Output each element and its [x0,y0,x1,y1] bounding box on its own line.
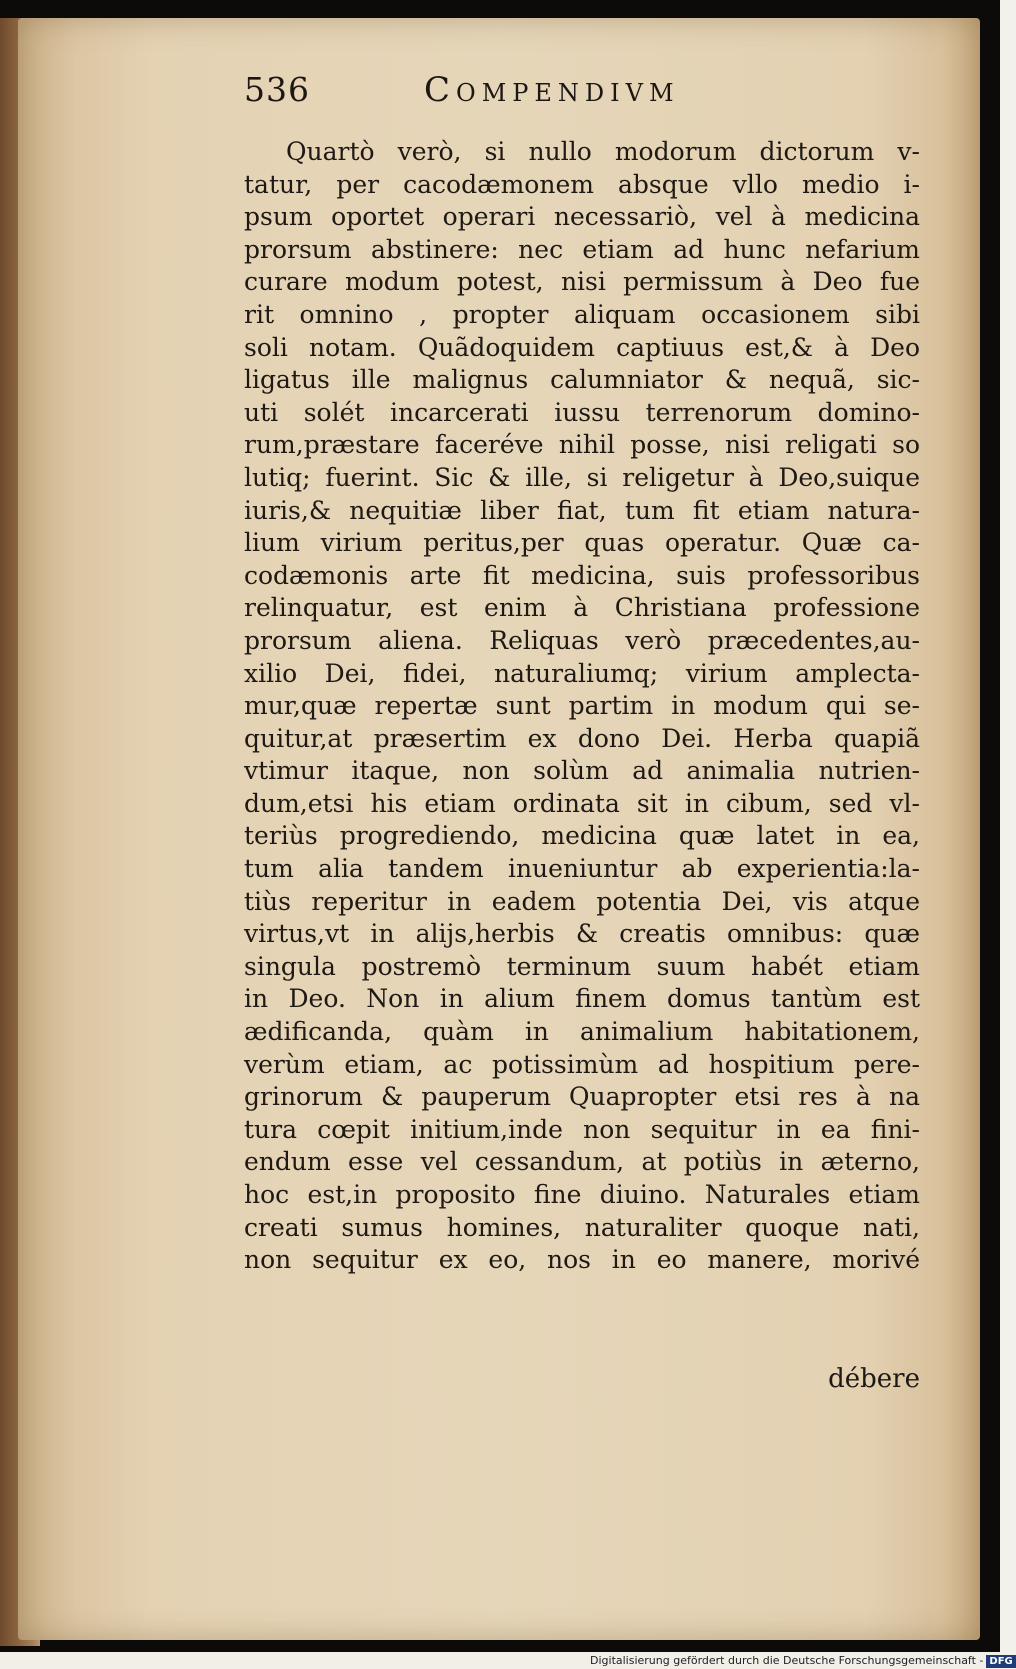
dfg-logo: DFG [986,1655,1015,1668]
text-line: tiùs reperitur in eadem potentia Dei, vis atque [244,886,920,916]
text-line: mur,quæ repertæ sunt partim in modum qui se- [244,691,920,721]
text-line: lium virium peritus,per quas operatur. Quæ ca- [244,528,920,558]
text-line: grinorum & pauperum Quapropter etsi res à na [244,1082,920,1112]
page-number: 536 [244,70,310,109]
text-line: creati sumus homines, naturaliter quoque nati, [244,1212,920,1242]
text-line: prorsum aliena. Reliquas verò præcedentes,au- [244,625,920,655]
text-line: virtus,vt in alijs,herbis & creatis omnibus: quæ [244,919,920,949]
text-line: xilio Dei, fidei, naturaliumq; virium amplecta- [244,658,920,688]
running-title: Compendivm [424,70,680,110]
page-header [244,70,884,130]
text-line: soli notam. Quãdoquidem captiuus est,& à Deo [244,332,920,362]
text-line: in Deo. Non in alium finem domus tantùm est [244,984,920,1014]
text-line: relinquatur, est enim à Christiana professione [244,593,920,623]
text-line: non sequitur ex eo, nos in eo manere, morivé [244,1245,920,1275]
text-line: tura cœpit initium,inde non sequitur in ea fini- [244,1114,920,1144]
text-line: ædificanda, quàm in animalium habitationem, [244,1017,920,1047]
text-line: uti solét incarcerati iussu terrenorum domino- [244,397,920,427]
text-line: rit omnino , propter aliquam occasionem sibi [244,299,920,329]
text-line: prorsum abstinere: nec etiam ad hunc nefarium [244,234,920,264]
text-line: iuris,& nequitiæ liber fiat, tum fit etiam natura- [244,495,920,525]
text-line: singula postremò terminum suum habét etiam [244,951,920,981]
text-line: vtimur itaque, non solùm ad animalia nutrien- [244,756,920,786]
text-line: codæmonis arte fit medicina, suis professoribus [244,560,920,590]
body-text [244,136,920,1277]
text-line: Quartò verò, si nullo modorum dictorum v- [286,137,920,166]
text-line: lutiq; fuerint. Sic & ille, si religetur à Deo,suique [244,462,920,492]
text-line: verùm etiam, ac potissimùm ad hospitium pere- [244,1049,920,1079]
text-line: teriùs progrediendo, medicina quæ latet in ea, [244,821,920,851]
text-line: dum,etsi his etiam ordinata sit in cibum, sed vl- [244,788,920,818]
text-line: psum oportet operari necessariò, vel à medicina [244,202,920,232]
text-line: hoc est,in proposito fine diuino. Naturales etiam [244,1180,920,1209]
catchword: débere [828,1364,920,1394]
text-line: ligatus ille malignus calumniator & nequã, sic- [244,365,920,395]
text-line: rum,præstare faceréve nihil posse, nisi religati so [244,430,920,460]
text-line: tum alia tandem inueniuntur ab experientia:la- [244,854,920,884]
footer-credit [590,1652,1013,1669]
text-line: curare modum potest, nisi permissum à Deo fue [244,267,920,297]
text-line: endum esse vel cessandum, at potiùs in æterno, [244,1147,920,1177]
funding-credit-text: Digitalisierung gefördert durch die Deutsche Forschungsgemeinschaft - [590,1654,984,1667]
text-line: quitur,at præsertim ex dono Dei. Herba quapiã [244,723,920,753]
text-line: tatur, per cacodæmonem absque vllo medio i- [244,169,920,199]
